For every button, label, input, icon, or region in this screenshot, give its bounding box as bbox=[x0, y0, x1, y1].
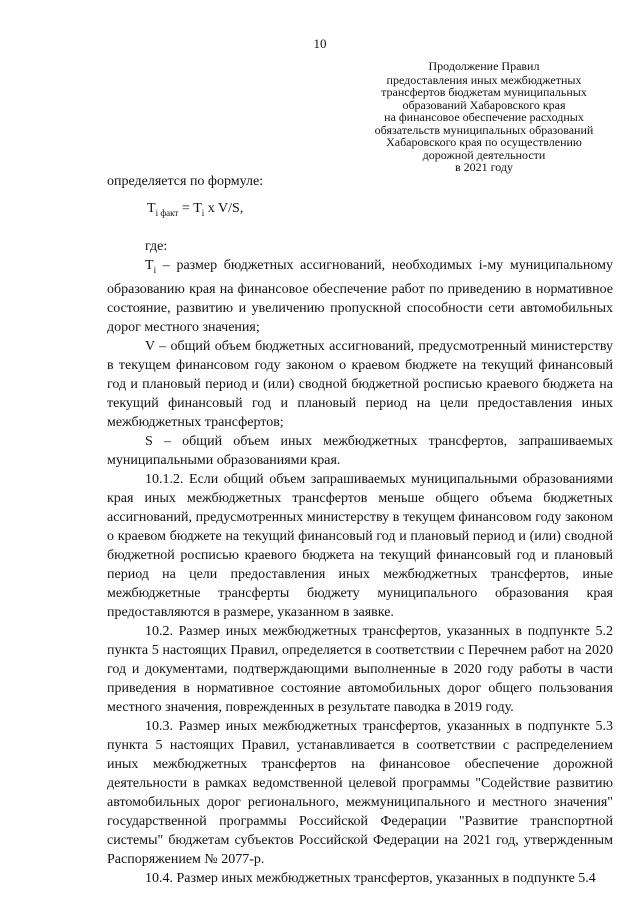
definition-t bbox=[107, 256, 613, 337]
definition-t-text: – размер бюджетных ассигнований, необходимых i-му муниципальному образованию края на финансовое обеспечение работ по приведению в нормативное состояние, развитию и увеличению пропускной способности сети автомобильных дорог местного значения; bbox=[107, 257, 613, 335]
document-body bbox=[107, 172, 613, 888]
paragraph-10-2: 10.2. Размер иных межбюджетных трансфертов, указанных в подпункте 5.2 пункта 5 настоящих Правил, определяется в соответствии с Перечнем работ на 2020 год и документами, подтверждающими выполненные в 2020 году работы в части приведения в нормативное состояние автомобильных дорог общего пользования местного значения, поврежденных в результате паводка в 2019 году. bbox=[107, 623, 613, 715]
continuation-line: на финансовое обеспечение расходных bbox=[384, 110, 584, 124]
continuation-line: образований Хабаровского края bbox=[402, 97, 566, 112]
continuation-line: предоставления иных межбюджетных bbox=[386, 72, 582, 87]
paragraph-10-1-2: 10.1.2. Если общий объем запрашиваемых муниципальными образованиями края иных межбюджетных трансфертов меньше общего объема бюджетных ассигнований, предусмотренных министерству в текущем финансовом году законом о краевом бюджете на текущий финансовый год и плановый период и (или) сводной бюджетной росписью краевого бюджета на текущий финансовый год и плановый период на цели предоставления иных межбюджетных трансфертов, иные межбюджетные трансферты бюджету муниципального образования края предоставляются в размере, указанном в заявке. bbox=[107, 471, 613, 620]
definition-v: V – общий объем бюджетных ассигнований, предусмотренный министерству в текущем финансовом году законом о краевом бюджете на текущий финансовый год и плановый период и (или) сводной бюджетной росписью краевого бюджета на текущий финансовый год и плановый период на цели предоставления иных межбюджетных трансфертов; bbox=[107, 338, 613, 430]
formula-lhs-sub: i факт bbox=[155, 207, 179, 218]
continuation-line: обязательств муниципальных образований bbox=[374, 122, 594, 137]
page-number: 10 bbox=[313, 36, 327, 51]
formula-rhs: = T bbox=[178, 201, 202, 216]
continuation-line: трансфертов бюджетам муниципальных bbox=[381, 85, 587, 99]
continuation-header bbox=[356, 60, 612, 174]
paragraph-10-4: 10.4. Размер иных межбюджетных трансфертов, указанных в подпункте 5.4 bbox=[145, 870, 596, 886]
formula-rhs-sub: i bbox=[201, 207, 205, 218]
continuation-line: в 2021 году bbox=[454, 160, 514, 174]
definition-t-sub: i bbox=[153, 264, 157, 275]
definition-s: S – общий объем иных межбюджетных трансфертов, запрашиваемых муниципальными образованиями края. bbox=[107, 433, 613, 468]
formula bbox=[107, 199, 613, 223]
formula-intro: определяется по формуле: bbox=[107, 174, 264, 189]
formula-lhs: T bbox=[147, 201, 156, 216]
paragraph-10-3: 10.3. Размер иных межбюджетных трансфертов, указанных в подпункте 5.3 пункта 5 настоящих Правил, устанавливается в соответствии с распределением иных межбюджетных трансфертов на финансовое обеспечение дорожной деятельности в рамках ведомственной целевой программы "Содействие развитию автомобильных дорог регионального, межмуниципального и местного значения" государственной программы Российской Федерации "Развитие транспортной системы" бюджетам субъектов Российской Федерации на 2021 год, утвержденным Распоряжением № 2077-р. bbox=[107, 718, 613, 867]
continuation-line: Хабаровского края по осуществлению bbox=[386, 135, 582, 149]
definition-t-symbol: T bbox=[145, 257, 154, 273]
continuation-line: дорожной деятельности bbox=[422, 147, 546, 162]
continuation-title: Продолжение Правил bbox=[428, 59, 540, 73]
where-label: где: bbox=[145, 238, 168, 254]
formula-tail: x V/S, bbox=[204, 201, 244, 216]
